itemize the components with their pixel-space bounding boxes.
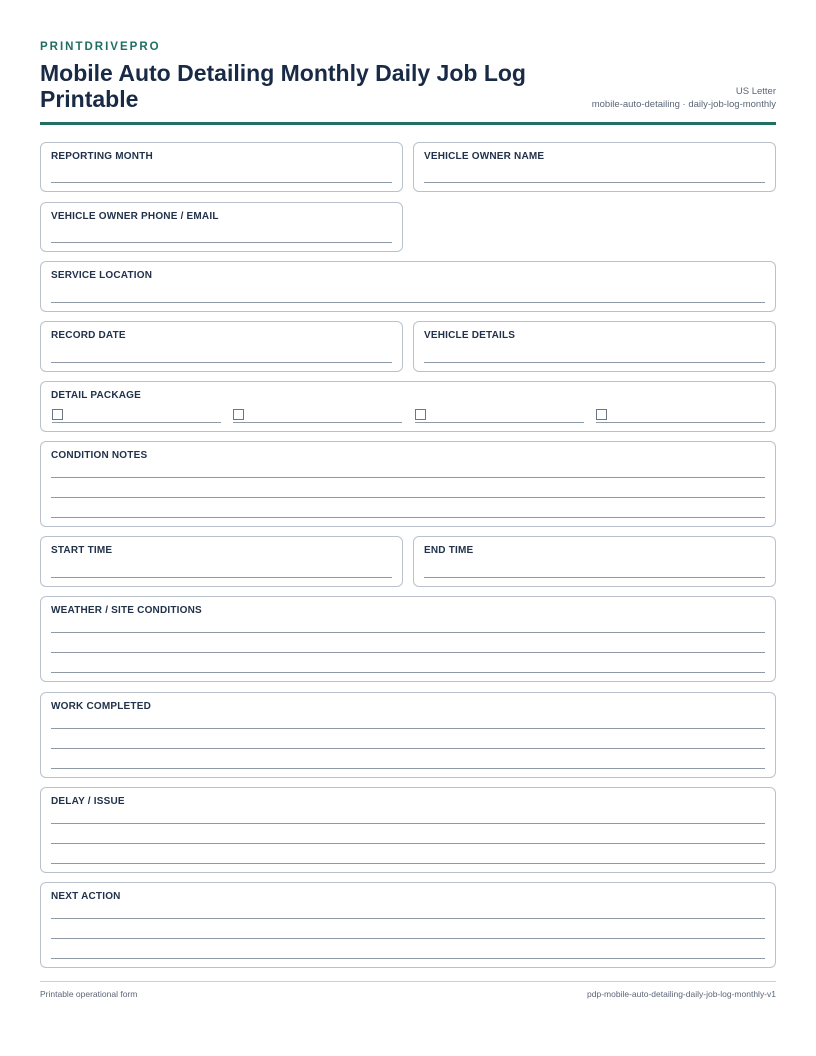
delay-issue-line-2[interactable]	[51, 843, 765, 844]
detail-package-checkbox-2[interactable]	[233, 409, 244, 420]
vehicle-owner-name-box	[413, 142, 776, 192]
next-action-line-1[interactable]	[51, 918, 765, 919]
vehicle-owner-contact-label: VEHICLE OWNER PHONE / EMAIL	[51, 211, 219, 222]
detail-package-box	[40, 381, 776, 432]
condition-notes-box	[40, 441, 776, 527]
weather-site-line-1[interactable]	[51, 632, 765, 633]
condition-notes-line-1[interactable]	[51, 477, 765, 478]
form-slug: mobile-auto-detailing · daily-job-log-monthly	[591, 99, 776, 110]
weather-site-line-3[interactable]	[51, 672, 765, 673]
page-meta	[592, 85, 776, 111]
vehicle-owner-name-label: VEHICLE OWNER NAME	[424, 151, 545, 162]
condition-notes-label: CONDITION NOTES	[51, 450, 148, 461]
service-location-field[interactable]	[51, 302, 765, 303]
paper-size: US Letter	[735, 86, 776, 97]
service-location-label: SERVICE LOCATION	[51, 270, 153, 281]
work-completed-label: WORK COMPLETED	[51, 701, 152, 712]
footer-left: Printable operational form	[40, 989, 138, 999]
delay-issue-box	[40, 787, 776, 873]
record-date-label: RECORD DATE	[51, 330, 126, 341]
footer-form-id: pdp-mobile-auto-detailing-daily-job-log-monthly-v1	[587, 989, 776, 999]
reporting-month-label: REPORTING MONTH	[51, 151, 153, 162]
reporting-month-box	[40, 142, 403, 192]
detail-package-checkbox-3[interactable]	[415, 409, 426, 420]
work-completed-line-3[interactable]	[51, 768, 765, 769]
vehicle-owner-contact-box	[40, 202, 403, 252]
detail-package-option-line-3[interactable]	[415, 422, 584, 423]
next-action-line-2[interactable]	[51, 938, 765, 939]
end-time-label: END TIME	[424, 545, 474, 556]
delay-issue-line-3[interactable]	[51, 863, 765, 864]
detail-package-checkbox-1[interactable]	[52, 409, 63, 420]
vehicle-details-label: VEHICLE DETAILS	[424, 330, 516, 341]
start-time-box	[40, 536, 403, 587]
vehicle-owner-contact-field[interactable]	[51, 242, 392, 243]
next-action-line-3[interactable]	[51, 958, 765, 959]
delay-issue-line-1[interactable]	[51, 823, 765, 824]
detail-package-option-line-2[interactable]	[233, 422, 402, 423]
end-time-field[interactable]	[424, 577, 765, 578]
vehicle-details-box	[413, 321, 776, 372]
weather-site-box	[40, 596, 776, 682]
work-completed-line-2[interactable]	[51, 748, 765, 749]
reporting-month-field[interactable]	[51, 182, 392, 183]
footer-rule	[40, 981, 776, 982]
delay-issue-label: DELAY / ISSUE	[51, 796, 125, 807]
weather-site-line-2[interactable]	[51, 652, 765, 653]
record-date-box	[40, 321, 403, 372]
service-location-box	[40, 261, 776, 312]
start-time-field[interactable]	[51, 577, 392, 578]
detail-package-option-line-4[interactable]	[596, 422, 765, 423]
brand-name: PRINTDRIVEPRO	[40, 41, 161, 53]
detail-package-checkbox-4[interactable]	[596, 409, 607, 420]
detail-package-label: DETAIL PACKAGE	[51, 390, 142, 401]
header-rule	[40, 122, 776, 125]
condition-notes-line-3[interactable]	[51, 517, 765, 518]
vehicle-details-field[interactable]	[424, 362, 765, 363]
next-action-box	[40, 882, 776, 968]
detail-package-option-line-1[interactable]	[52, 422, 221, 423]
next-action-label: NEXT ACTION	[51, 891, 121, 902]
end-time-box	[413, 536, 776, 587]
work-completed-box	[40, 692, 776, 778]
start-time-label: START TIME	[51, 545, 113, 556]
page-title: Mobile Auto Detailing Monthly Daily Job Log Printable	[40, 60, 526, 112]
condition-notes-line-2[interactable]	[51, 497, 765, 498]
work-completed-line-1[interactable]	[51, 728, 765, 729]
record-date-field[interactable]	[51, 362, 392, 363]
weather-site-label: WEATHER / SITE CONDITIONS	[51, 605, 202, 616]
vehicle-owner-name-field[interactable]	[424, 182, 765, 183]
